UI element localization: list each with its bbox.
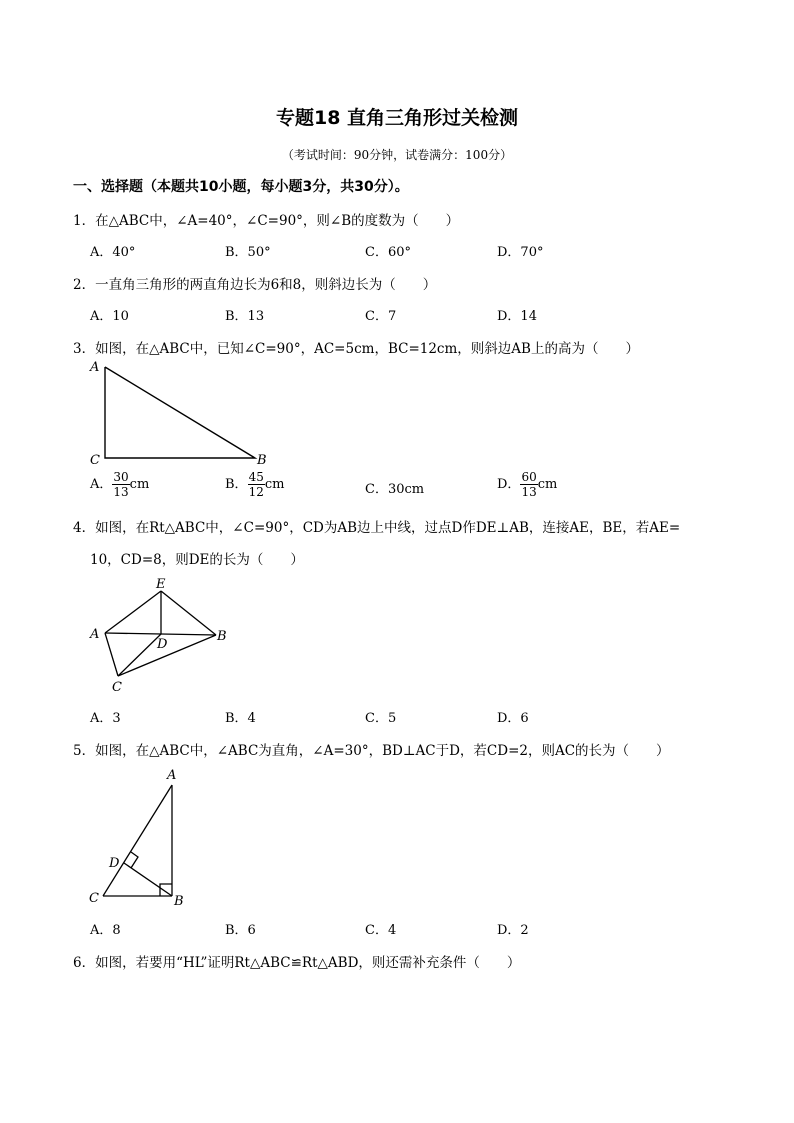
q3-label-b: B <box>257 453 267 468</box>
q1-option-d: D．70° <box>497 245 544 260</box>
question-3: 3．如图，在△ABC中，已知∠C=90°，AC=5cm，BC=12cm，则斜边AB上的高为（ ） <box>73 341 639 357</box>
q1-option-b: B．50° <box>225 245 271 260</box>
q3-option-b-fraction: $\frac{45}{12}$ <box>248 470 264 499</box>
question-6: 6．如图，若要用“HL”证明Rt△ABC≌Rt△ABD，则还需补充条件（ ） <box>73 955 521 971</box>
q3-label-c: C <box>90 453 100 468</box>
q4-option-d: D．6 <box>497 711 529 726</box>
q2-option-b: B．13 <box>225 309 265 324</box>
q5-label-a: A <box>167 768 177 783</box>
q2-option-d: D．14 <box>497 309 537 324</box>
q5-option-b: B．6 <box>225 923 256 938</box>
q3-option-b: B． $\frac{45}{12}$ cm <box>225 470 285 499</box>
question-1: 1．在△ABC中，∠A=40°，∠C=90°，则∠B的度数为（ ） <box>73 213 460 229</box>
q3-option-d: D． $\frac{60}{13}$ cm <box>497 470 558 499</box>
q3-label-a: A <box>90 360 100 375</box>
q5-label-c: C <box>89 891 99 906</box>
q4-label-e: E <box>156 577 166 592</box>
q3-option-a-fraction: $\frac{30}{13}$ <box>113 470 129 499</box>
q3-triangle <box>105 367 255 458</box>
q5-figure <box>85 765 195 910</box>
q4-label-a: A <box>90 627 100 642</box>
q3-triangle-figure <box>85 358 275 468</box>
q1-option-a: A．40° <box>90 245 136 260</box>
q4-option-a: A．3 <box>90 711 121 726</box>
q1-option-c: C．60° <box>365 245 411 260</box>
q3-option-a: A． $\frac{30}{13}$ cm <box>90 470 150 499</box>
q2-option-c: C．7 <box>365 309 397 324</box>
q3-option-c: C．30cm <box>365 482 425 497</box>
section-heading: 一、选择题（本题共10小题，每小题3分，共30分）。 <box>73 179 409 195</box>
question-4-line-2: 10，CD=8，则DE的长为（ ） <box>90 552 304 568</box>
page-title: 专题18 直角三角形过关检测 <box>275 107 519 129</box>
q2-option-a: A．10 <box>90 309 129 324</box>
q4-option-c: C．5 <box>365 711 397 726</box>
exam-info: （考试时间：90分钟，试卷满分：100分） <box>281 148 513 162</box>
q4-label-c: C <box>112 680 122 695</box>
question-4-line-1: 4．如图，在Rt△ABC中，∠C=90°，CD为AB边上中线，过点D作DE⊥AB，连接AE，BE，若AE= <box>73 520 681 536</box>
q5-option-a: A．8 <box>90 923 121 938</box>
q3-option-d-fraction: $\frac{60}{13}$ <box>521 470 537 499</box>
q4-figure <box>85 575 245 697</box>
question-2: 2．一直角三角形的两直角边长为6和8，则斜边长为（ ） <box>73 277 437 293</box>
q4-label-b: B <box>217 629 227 644</box>
q5-option-d: D．2 <box>497 923 529 938</box>
q5-label-b: B <box>174 894 184 909</box>
q4-label-d: D <box>157 637 168 652</box>
question-5: 5．如图，在△ABC中，∠ABC为直角，∠A=30°，BD⊥AC于D，若CD=2，则AC的长为（ ） <box>73 743 670 759</box>
q5-option-c: C．4 <box>365 923 397 938</box>
q4-option-b: B．4 <box>225 711 256 726</box>
q5-label-d: D <box>109 856 120 871</box>
